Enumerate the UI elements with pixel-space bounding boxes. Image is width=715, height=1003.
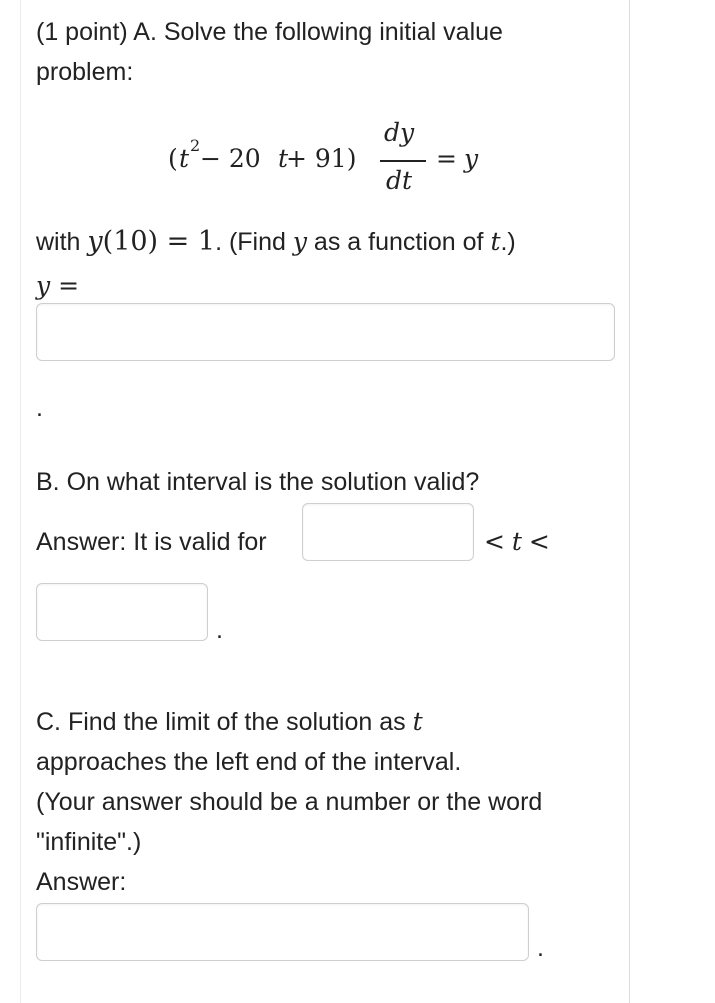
eq-plus-91: + 91) xyxy=(286,144,357,173)
answer-a-period: . xyxy=(36,394,43,422)
part-c-line1: C. Find the limit of the solution as t xyxy=(36,707,423,736)
eq-dy: dy xyxy=(384,118,415,147)
part-b-answer-label: Answer: It is valid for xyxy=(36,528,267,556)
answer-a-label: y = xyxy=(36,271,80,300)
part-c-answer-label: Answer: xyxy=(36,868,127,896)
part-c-line4: "infinite".) xyxy=(36,828,142,856)
part-a-title-line2: problem: xyxy=(36,58,134,86)
part-c-line2: approaches the left end of the interval. xyxy=(36,748,462,776)
answer-c-input[interactable] xyxy=(36,903,529,961)
part-c-line3: (Your answer should be a number or the word xyxy=(36,788,543,816)
condition-value: (10) = 1 xyxy=(102,226,216,257)
eq-t: t xyxy=(179,144,190,173)
interval-inequality: < t < xyxy=(484,527,550,556)
eq-t2: t xyxy=(278,144,289,173)
eq-open-paren: ( xyxy=(168,144,178,173)
answer-c-period: . xyxy=(537,934,544,962)
eq-y: y xyxy=(464,144,479,173)
initial-condition-line: with y(10) = 1. (Find y as a function of t.) xyxy=(36,226,516,257)
part-a-title-line1: (1 point) A. Solve the following initial value xyxy=(36,18,503,46)
find-t: t xyxy=(490,227,501,256)
part-b-question: B. On what interval is the solution valid? xyxy=(36,468,480,496)
eq-minus-20: − 20 xyxy=(200,144,261,173)
condition-y: y xyxy=(87,226,103,257)
eq-exponent: 2 xyxy=(190,136,201,155)
answer-a-input[interactable] xyxy=(36,303,615,361)
eq-equals: = xyxy=(436,144,457,173)
eq-dt: dt xyxy=(386,166,413,195)
interval-lower-input[interactable] xyxy=(302,503,474,561)
eq-fraction-bar xyxy=(380,160,426,162)
answer-b-period: . xyxy=(216,616,223,644)
find-y: y xyxy=(292,227,307,256)
interval-upper-input[interactable] xyxy=(36,583,208,641)
